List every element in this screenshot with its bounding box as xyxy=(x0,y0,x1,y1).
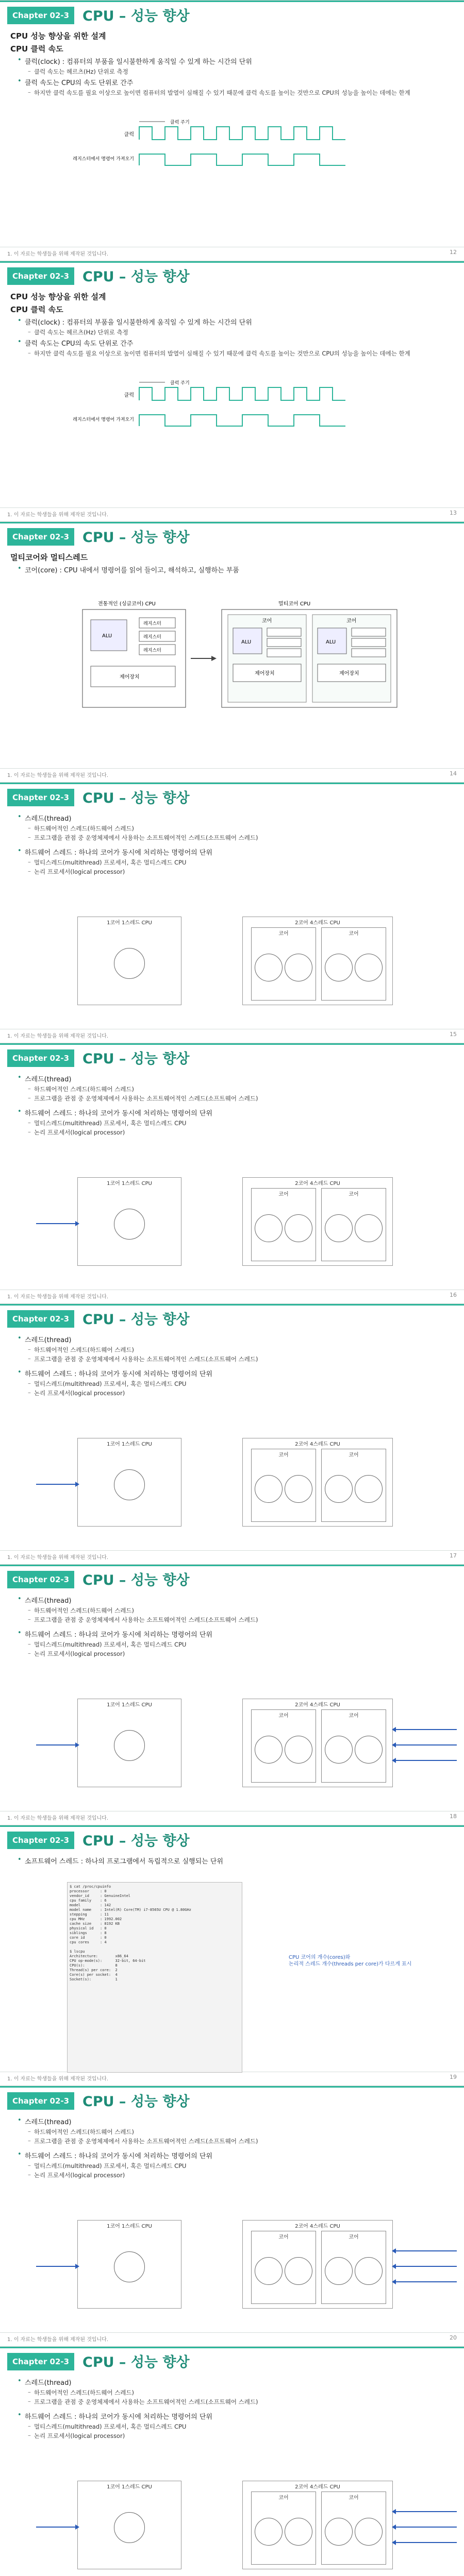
thread-title: • 스레드(thread) xyxy=(25,813,454,823)
thread-title: • 스레드(thread) xyxy=(25,1074,454,1083)
bullet-level-1: • 코어(core) : CPU 내에서 명령어를 읽어 들이고, 해석하고, 실행하는 부품 xyxy=(25,565,454,574)
slide xyxy=(0,1043,464,1302)
instruction-arrows xyxy=(31,1714,464,1776)
slide-content xyxy=(10,1854,454,1867)
arrow-head xyxy=(75,1482,79,1487)
page-number: 19 xyxy=(450,2074,457,2080)
slide xyxy=(0,1825,464,2084)
cpu-panel-label: 2코어 4스레드 CPU xyxy=(295,920,340,926)
hw-thread-title: • 하드웨어 스레드 : 하나의 코어가 동시에 처리하는 명령어의 단위 xyxy=(25,1108,454,1117)
chapter-badge: Chapter 02-3 xyxy=(7,267,74,285)
register-signal xyxy=(139,415,345,426)
slide-content xyxy=(10,1333,454,1398)
footer-note: 1. 이 자료는 학생들을 위해 제작된 것입니다. xyxy=(7,1816,109,1821)
logical-processor-def: – 논리 프로세서(logical processor) xyxy=(34,2171,454,2179)
footer-note: 1. 이 자료는 학생들을 위해 제작된 것입니다. xyxy=(7,251,109,257)
core-label: 코어 xyxy=(349,2234,359,2240)
chapter-badge: Chapter 02-3 xyxy=(7,2353,74,2370)
sw-thread-def: – 프로그램을 관점 중 운영체제에서 사용하는 소프트웨어적인 스레드(소프트웨어 스레드) xyxy=(34,1616,454,1624)
cpu-panel-label: 1코어 1스레드 CPU xyxy=(107,2224,152,2229)
instruction-arrows xyxy=(31,932,464,994)
cpu-panel-label: 1코어 1스레드 CPU xyxy=(107,2484,152,2490)
bullet-level-1: • 소프트웨어 스레드 : 하나의 프로그램에서 독립적으로 실행되는 단위 xyxy=(25,1856,454,1866)
page-number: 18 xyxy=(450,1813,457,1820)
arrow-head xyxy=(392,2509,396,2514)
core-label: 코어 xyxy=(349,1192,359,1197)
footer-note: 1. 이 자료는 학생들을 위해 제작된 것입니다. xyxy=(7,2337,109,2343)
multithread-def: – 멀티스레드(multithread) 프로세서, 혹은 멀티스레드 CPU xyxy=(34,1640,454,1649)
bullet-level-2: – 하지만 클럭 속도를 필요 이상으로 높이면 컴퓨터의 발열이 심해질 수 있기 때문에 클럭 속도를 높이는 것만으로 CPU의 성능을 높이는 데에는 한계 xyxy=(34,349,454,358)
footer-note: 1. 이 자료는 학생들을 위해 제작된 것입니다. xyxy=(7,512,109,518)
core-label: 코어 xyxy=(262,618,272,624)
hw-thread-def: – 하드웨어적인 스레드(하드웨어 스레드) xyxy=(34,824,454,833)
core-label: 코어 xyxy=(349,1452,359,1458)
arrow-head xyxy=(75,1221,79,1226)
page-number: 15 xyxy=(450,1031,457,1038)
chapter-badge: Chapter 02-3 xyxy=(7,1571,74,1588)
core-label: 코어 xyxy=(278,2234,289,2240)
period-label: 클럭 주기 xyxy=(170,120,190,125)
cpu-panel-label: 2코어 4스레드 CPU xyxy=(295,1702,340,1708)
page-number: 20 xyxy=(450,2334,457,2341)
hw-thread-def: – 하드웨어적인 스레드(하드웨어 스레드) xyxy=(34,1085,454,1093)
sw-thread-def: – 프로그램을 관점 중 운영체제에서 사용하는 소프트웨어적인 스레드(소프트웨어 스레드) xyxy=(34,834,454,842)
footer-note: 1. 이 자료는 학생들을 위해 제작된 것입니다. xyxy=(7,1033,109,1039)
arrow-head xyxy=(75,1742,79,1748)
hw-thread-def: – 하드웨어적인 스레드(하드웨어 스레드) xyxy=(34,1606,454,1615)
cpu-panel-label: 2코어 4스레드 CPU xyxy=(295,1442,340,1447)
footer-divider xyxy=(0,768,464,769)
core-label: 코어 xyxy=(349,2495,359,2501)
multithread-def: – 멀티스레드(multithread) 프로세서, 혹은 멀티스레드 CPU xyxy=(34,1380,454,1388)
instruction-arrows xyxy=(31,1193,464,1255)
multithread-def: – 멀티스레드(multithread) 프로세서, 혹은 멀티스레드 CPU xyxy=(34,858,454,867)
footer-note: 1. 이 자료는 학생들을 위해 제작된 것입니다. xyxy=(7,1294,109,1300)
register-box xyxy=(352,649,386,657)
slide xyxy=(0,1564,464,1823)
hw-thread-title: • 하드웨어 스레드 : 하나의 코어가 동시에 처리하는 명령어의 단위 xyxy=(25,1629,454,1639)
hw-thread-title: • 하드웨어 스레드 : 하나의 코어가 동시에 처리하는 명령어의 단위 xyxy=(25,1368,454,1378)
logical-processor-def: – 논리 프로세서(logical processor) xyxy=(34,1650,454,1658)
logical-processor-def: – 논리 프로세서(logical processor) xyxy=(34,868,454,876)
instruction-arrows xyxy=(31,2235,464,2297)
bullet-level-2: – 클럭 속도는 헤르츠(Hz) 단위로 측정 xyxy=(34,328,454,336)
register-box xyxy=(267,649,301,657)
arrow-head xyxy=(392,1758,396,1763)
cpu-panel-label: 1코어 1스레드 CPU xyxy=(107,920,152,926)
core-label: 코어 xyxy=(278,1452,289,1458)
hw-thread-def: – 하드웨어적인 스레드(하드웨어 스레드) xyxy=(34,2128,454,2136)
register-label: 레지스터에서 명령어 가져오기 xyxy=(73,157,134,162)
cpu-panel-label: 1코어 1스레드 CPU xyxy=(107,1702,152,1708)
slide xyxy=(0,782,464,1041)
slide-title: CPU – 성능 향상 xyxy=(82,8,190,24)
thread-title: • 스레드(thread) xyxy=(25,1595,454,1605)
section-heading: 멀티코어와 멀티스레드 xyxy=(10,553,88,562)
cpu-panel-label: 1코어 1스레드 CPU xyxy=(107,1442,152,1447)
cpu-panel-label: 2코어 4스레드 CPU xyxy=(295,1181,340,1187)
bullet-level-1: • 클럭 속도는 CPU의 속도 단위로 간주 xyxy=(25,338,454,348)
footer-divider xyxy=(0,507,464,508)
chapter-badge: Chapter 02-3 xyxy=(7,1049,74,1067)
alu-label: ALU xyxy=(326,639,336,645)
core-label: 코어 xyxy=(349,931,359,937)
register-label: 레지스터 xyxy=(143,635,161,640)
register-signal xyxy=(139,154,345,165)
slide-title: CPU – 성능 향상 xyxy=(82,2354,190,2370)
chapter-badge: Chapter 02-3 xyxy=(7,1310,74,1328)
clock-signal xyxy=(139,387,345,400)
slide-title: CPU – 성능 향상 xyxy=(82,1312,190,1328)
cpu-panel-label: 2코어 4스레드 CPU xyxy=(295,2484,340,2490)
arrow-head xyxy=(211,656,217,661)
register-label: 레지스터에서 명령어 가져오기 xyxy=(73,417,134,422)
chapter-badge: Chapter 02-3 xyxy=(7,1832,74,1849)
subheading: CPU 클럭 속도 xyxy=(10,305,63,314)
footer-note: 1. 이 자료는 학생들을 위해 제작된 것입니다. xyxy=(7,1555,109,1561)
clock-diagram xyxy=(73,380,366,442)
slide xyxy=(0,0,464,259)
page-number: 17 xyxy=(450,1552,457,1559)
clock-label: 클럭 xyxy=(124,393,134,398)
thread-title: • 스레드(thread) xyxy=(25,2377,454,2387)
annotation-note: CPU 코어의 개수(cores)와 논리적 스레드 개수(threads per core)가 다르게 표시 xyxy=(289,1955,412,1967)
logical-processor-def: – 논리 프로세서(logical processor) xyxy=(34,1128,454,1137)
slide-content xyxy=(10,811,454,877)
bullet-level-2: – 하지만 클럭 속도를 필요 이상으로 높이면 컴퓨터의 발열이 심해질 수 있기 때문에 클럭 속도를 높이는 것만으로 CPU의 성능을 높이는 데에는 한계 xyxy=(34,89,454,97)
slide-content xyxy=(10,2376,454,2441)
footer-divider xyxy=(0,2332,464,2333)
footer-note: 1. 이 자료는 학생들을 위해 제작된 것입니다. xyxy=(7,773,109,778)
hw-thread-title: • 하드웨어 스레드 : 하나의 코어가 동시에 처리하는 명령어의 단위 xyxy=(25,847,454,857)
sw-thread-def: – 프로그램을 관점 중 운영체제에서 사용하는 소프트웨어적인 스레드(소프트웨어 스레드) xyxy=(34,2137,454,2145)
multithread-def: – 멀티스레드(multithread) 프로세서, 혹은 멀티스레드 CPU xyxy=(34,1119,454,1127)
page-number: 16 xyxy=(450,1292,457,1298)
slide-title: CPU – 성능 향상 xyxy=(82,1051,190,1067)
arrow-head xyxy=(75,2264,79,2269)
cpu-panel-label: 2코어 4스레드 CPU xyxy=(295,2224,340,2229)
slide-title: CPU – 성능 향상 xyxy=(82,530,190,546)
multithread-def: – 멀티스레드(multithread) 프로세서, 혹은 멀티스레드 CPU xyxy=(34,2422,454,2431)
slide-title: CPU – 성능 향상 xyxy=(82,2094,190,2110)
hw-thread-title: • 하드웨어 스레드 : 하나의 코어가 동시에 처리하는 명령어의 단위 xyxy=(25,2411,454,2421)
slide-content xyxy=(10,1072,454,1138)
chapter-badge: Chapter 02-3 xyxy=(7,789,74,806)
slide xyxy=(0,261,464,520)
clock-signal xyxy=(139,127,345,140)
core-label: 코어 xyxy=(346,618,357,624)
slide xyxy=(0,2346,464,2576)
sw-thread-def: – 프로그램을 관점 중 운영체제에서 사용하는 소프트웨어적인 스레드(소프트웨어 스레드) xyxy=(34,2398,454,2406)
single-core-caption: 전통적인 (싱글코어) CPU xyxy=(98,601,156,607)
clock-label: 클럭 xyxy=(124,132,134,138)
footer-divider xyxy=(0,1550,464,1551)
alu-label: ALU xyxy=(102,633,112,639)
instruction-arrows xyxy=(31,2496,464,2558)
core-label: 코어 xyxy=(278,1192,289,1197)
footer-note: 1. 이 자료는 학생들을 위해 제작된 것입니다. xyxy=(7,2076,109,2082)
section-heading: CPU 성능 향상을 위한 설계 xyxy=(10,292,106,301)
slide-title: CPU – 성능 향상 xyxy=(82,1833,190,1849)
register-label: 레지스터 xyxy=(143,621,161,626)
bullet-level-1: • 클럭(clock) : 컴퓨터의 부품을 일시불한하게 움직일 수 있게 하는 시간의 단위 xyxy=(25,317,454,327)
register-box xyxy=(352,628,386,636)
clock-diagram xyxy=(73,119,366,181)
sw-thread-def: – 프로그램을 관점 중 운영체제에서 사용하는 소프트웨어적인 스레드(소프트웨어 스레드) xyxy=(34,1094,454,1103)
section-heading: CPU 성능 향상을 위한 설계 xyxy=(10,31,106,41)
control-unit-label: 제어장치 xyxy=(255,671,275,676)
bullet-level-1: • 클럭(clock) : 컴퓨터의 부품을 일시불한하게 움직일 수 있게 하는 시간의 단위 xyxy=(25,56,454,66)
core-diagram xyxy=(62,599,402,754)
period-label: 클럭 주기 xyxy=(170,381,190,386)
arrow-head xyxy=(392,2264,396,2269)
arrow-head xyxy=(392,1727,396,1732)
logical-processor-def: – 논리 프로세서(logical processor) xyxy=(34,1389,454,1397)
slide xyxy=(0,1303,464,1563)
hw-thread-def: – 하드웨어적인 스레드(하드웨어 스레드) xyxy=(34,1346,454,1354)
slide-content xyxy=(10,1594,454,1659)
chapter-badge: Chapter 02-3 xyxy=(7,528,74,546)
cpu-panel-label: 1코어 1스레드 CPU xyxy=(107,1181,152,1187)
slide-title: CPU – 성능 향상 xyxy=(82,790,190,806)
alu-label: ALU xyxy=(241,639,252,645)
control-unit-label: 제어장치 xyxy=(120,674,140,680)
multithread-def: – 멀티스레드(multithread) 프로세서, 혹은 멀티스레드 CPU xyxy=(34,2162,454,2170)
register-box xyxy=(267,628,301,636)
multi-core-caption: 멀티코어 CPU xyxy=(278,601,311,607)
chapter-badge: Chapter 02-3 xyxy=(7,7,74,24)
core-label: 코어 xyxy=(349,1713,359,1719)
slide-content xyxy=(10,290,454,359)
register-box xyxy=(267,638,301,647)
slide-title: CPU – 성능 향상 xyxy=(82,269,190,285)
page-number: 14 xyxy=(450,770,457,777)
register-label: 레지스터 xyxy=(143,648,161,653)
control-unit-label: 제어장치 xyxy=(339,671,359,676)
hw-thread-title: • 하드웨어 스레드 : 하나의 코어가 동시에 처리하는 명령어의 단위 xyxy=(25,2150,454,2160)
sw-thread-def: – 프로그램을 관점 중 운영체제에서 사용하는 소프트웨어적인 스레드(소프트웨어 스레드) xyxy=(34,1355,454,1363)
arrow-head xyxy=(75,2524,79,2530)
core-label: 코어 xyxy=(278,2495,289,2501)
slide xyxy=(0,2086,464,2345)
thread-title: • 스레드(thread) xyxy=(25,1334,454,1344)
page-number: 12 xyxy=(450,249,457,256)
hw-thread-def: – 하드웨어적인 스레드(하드웨어 스레드) xyxy=(34,2388,454,2397)
arrow-head xyxy=(392,2279,396,2284)
subheading: CPU 클럭 속도 xyxy=(10,44,63,54)
slide xyxy=(0,521,464,781)
slide-title: CPU – 성능 향상 xyxy=(82,1572,190,1588)
slide-content xyxy=(10,551,454,576)
core-label: 코어 xyxy=(278,931,289,937)
cpuinfo-terminal: $ cat /proc/cpuinfo processor : 0 vendor_id : GenuineIntel cpu family : 6 model : 142 model name : Intel(R) Core(TM) i7-8565U CPU @ 1.80GHz stepping : 11 cpu MHz : 1992.002 cache size : 8192 KB physical id : 0 siblings : 8 core id : 0 cpu cores : 4 $ lscpu Architecture: x86_64 CPU op-mode(s): 32-bit, 64-bit CPU(s): 8 Thread(s) per core: 2 Core(s) per socket: 4 Socket(s): 1 xyxy=(67,1882,242,2073)
bullet-level-2: – 클럭 속도는 헤르츠(Hz) 단위로 측정 xyxy=(34,67,454,76)
bullet-level-1: • 클럭 속도는 CPU의 속도 단위로 간주 xyxy=(25,77,454,87)
chapter-badge: Chapter 02-3 xyxy=(7,2092,74,2110)
register-box xyxy=(352,638,386,647)
logical-processor-def: – 논리 프로세서(logical processor) xyxy=(34,2432,454,2440)
core-label: 코어 xyxy=(278,1713,289,1719)
arrow-head xyxy=(392,2524,396,2530)
slide-content xyxy=(10,29,454,98)
instruction-arrows xyxy=(31,1453,464,1515)
arrow-head xyxy=(392,2248,396,2253)
page-number: 13 xyxy=(450,510,457,516)
arrow-head xyxy=(392,1742,396,1748)
slide-content xyxy=(10,2115,454,2180)
thread-title: • 스레드(thread) xyxy=(25,2116,454,2126)
arrow-head xyxy=(392,2540,396,2545)
